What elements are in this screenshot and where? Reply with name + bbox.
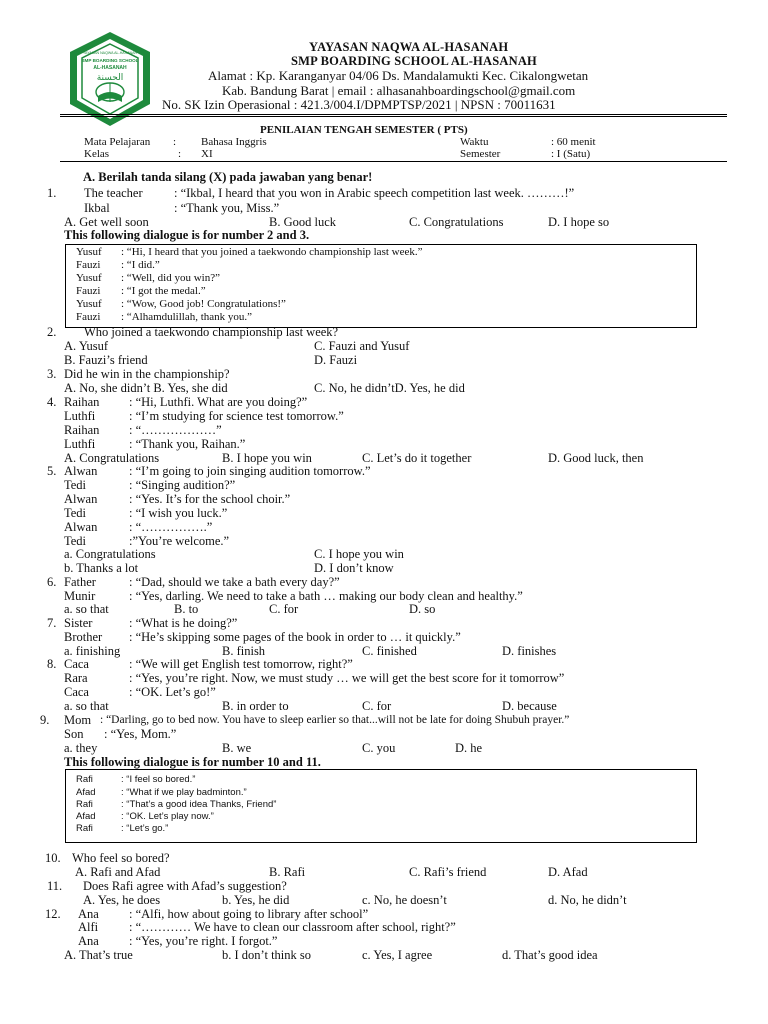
semester-value: : I (Satu): [551, 148, 591, 160]
dialog1-speaker: Yusuf: [76, 272, 102, 284]
dialog1-heading: This following dialogue is for number 2 and 3.: [64, 228, 310, 242]
q9-line-2: : “Yes, Mom.”: [104, 727, 177, 741]
q8-option-d[interactable]: D. because: [502, 699, 557, 713]
q8-line-3: : “OK. Let’s go!”: [129, 685, 216, 699]
q10-option-c[interactable]: C. Rafi’s friend: [409, 865, 487, 879]
q6-speaker-1: Father: [64, 575, 96, 589]
dialog1-speaker: Fauzi: [76, 259, 101, 271]
q4-option-a[interactable]: A. Congratulations: [64, 451, 160, 465]
q9-number: 9.: [40, 713, 50, 727]
q11-question: Does Rafi agree with Afad’s suggestion?: [83, 879, 287, 893]
q8-speaker-3: Caca: [64, 685, 89, 699]
q7-option-c[interactable]: C. finished: [362, 644, 417, 658]
q5-line: : “Singing audition?”: [129, 478, 236, 492]
dialog1-line: : “Alhamdulillah, thank you.”: [121, 311, 253, 323]
q8-option-c[interactable]: C. for: [362, 699, 392, 713]
q8-number: 8.: [47, 657, 57, 671]
q5-speaker: Tedi: [64, 534, 87, 548]
q9-speaker-1: Mom: [64, 713, 92, 727]
license: No. SK Izin Operasional : 421.3/004.I/DPMPTSP/2021 | NPSN : 70011631: [162, 97, 556, 112]
q8-option-a[interactable]: a. so that: [64, 699, 109, 713]
q11-option-c[interactable]: c. No, he doesn’t: [362, 893, 447, 907]
q4-line: : “Hi, Luthfi. What are you doing?”: [129, 395, 308, 409]
q5-option-c[interactable]: C. I hope you win: [314, 547, 404, 561]
dialog1-line: : “Wow, Good job! Congratulations!”: [121, 298, 286, 310]
q2-option-b[interactable]: B. Fauzi’s friend: [64, 353, 148, 367]
dialog1-speaker: Yusuf: [76, 246, 102, 258]
q4-line: : “………………”: [129, 423, 222, 437]
q2-question: Who joined a taekwondo championship last week?: [84, 325, 339, 339]
q11-option-a[interactable]: A. Yes, he does: [83, 893, 161, 907]
q12-line-1: : “Alfi, how about going to library after school”: [129, 907, 369, 921]
org-name: YAYASAN NAQWA AL-HASANAH: [309, 40, 509, 54]
dialog1-speaker: Fauzi: [76, 285, 101, 297]
q7-option-d[interactable]: D. finishes: [502, 644, 557, 658]
dialog2-line: : “OK. Let’s play now.”: [121, 811, 214, 822]
logo-school-text: SMP BOARDING SCHOOL: [81, 58, 139, 63]
dialog1-line: : “I did.”: [121, 259, 160, 271]
dialog2-line: : “Let’s go.”: [121, 823, 169, 834]
q4-speaker: Luthfi: [64, 409, 96, 423]
logo-top-text: YAYASAN NAQWA AL-HASANAH: [82, 51, 138, 55]
q5-line: : “I wish you luck.”: [129, 506, 228, 520]
q11-option-b[interactable]: b. Yes, he did: [222, 893, 290, 907]
q5-speaker: Alwan: [64, 492, 98, 506]
dialog2-speaker: Rafi: [76, 799, 93, 810]
class-value: XI: [201, 148, 213, 160]
dialog1-speaker: Fauzi: [76, 311, 101, 323]
q7-number: 7.: [47, 616, 57, 630]
dialog2-line: : “That’s a good idea Thanks, Friend”: [121, 799, 277, 810]
school-name: SMP BOARDING SCHOOL AL-HASANAH: [291, 54, 537, 68]
q9-option-d[interactable]: D. he: [455, 741, 483, 755]
subject-colon: :: [173, 136, 177, 148]
class-label: Kelas: [84, 148, 110, 160]
exam-title: PENILAIAN TENGAH SEMESTER ( PTS): [260, 124, 468, 136]
q4-speaker: Luthfi: [64, 437, 96, 451]
q6-line-1: : “Dad, should we take a bath every day?”: [129, 575, 340, 589]
q3-options-cd[interactable]: C. No, he didn’tD. Yes, he did: [314, 381, 465, 395]
q4-speaker: Raihan: [64, 423, 100, 437]
dialog2-heading: This following dialogue is for number 10 and 11.: [64, 755, 321, 769]
q12-speaker-3: Ana: [78, 934, 99, 948]
q6-option-d[interactable]: D. so: [409, 602, 436, 616]
q12-speaker-2: Alfi: [78, 920, 99, 934]
q9-speaker-2: Son: [64, 727, 84, 741]
q1-option-a[interactable]: A. Get well soon: [64, 215, 149, 229]
q12-option-a[interactable]: A. That’s true: [64, 948, 133, 962]
q8-line-2: : “Yes, you’re right. Now, we must study … we will get the best score for it tomorrow”: [129, 671, 565, 685]
dialog1-line: : “Hi, I heard that you joined a taekwondo championship last week.”: [121, 246, 423, 258]
q7-line-2: : “He’s skipping some pages of the book in order to … it quickly.”: [129, 630, 461, 644]
q4-speaker: Raihan: [64, 395, 100, 409]
q2-option-a[interactable]: A. Yusuf: [64, 339, 108, 353]
q6-number: 6.: [47, 575, 57, 589]
q1-speaker-2: Ikbal: [84, 201, 110, 215]
q5-line: :”You’re welcome.”: [129, 534, 230, 548]
q6-speaker-2: Munir: [64, 589, 96, 603]
class-colon: :: [178, 148, 182, 160]
q11-number: 11.: [47, 879, 63, 893]
q2-number: 2.: [47, 325, 57, 339]
q11-option-d[interactable]: d. No, he didn’t: [548, 893, 627, 907]
q5-option-a[interactable]: a. Congratulations: [64, 547, 156, 561]
q10-number: 10.: [45, 851, 61, 865]
q12-line-2: : “………… We have to clean our classroom after school, right?”: [129, 920, 456, 934]
q9-line-1: : “Darling, go to bed now. You have to sleep earlier so that...will not be late for doing Shubuh prayer.”: [100, 714, 570, 726]
dialog1-line: : “I got the medal.”: [121, 285, 206, 297]
q4-option-d[interactable]: D. Good luck, then: [548, 451, 644, 465]
q1-option-b[interactable]: B. Good luck: [269, 215, 337, 229]
q1-number: 1.: [47, 186, 57, 200]
dialog2-line: : “I feel so bored.”: [121, 774, 196, 785]
q1-line-1: : “Ikbal, I heard that you won in Arabic speech competition last week. ………!”: [174, 186, 575, 200]
section-instructions: A. Berilah tanda silang (X) pada jawaban yang benar!: [83, 170, 373, 184]
q10-question: Who feel so bored?: [72, 851, 170, 865]
q5-speaker: Alwan: [64, 520, 98, 534]
q10-option-d[interactable]: D. Afad: [548, 865, 588, 879]
header-divider: [60, 114, 727, 117]
q5-speaker: Tedi: [64, 478, 87, 492]
q1-option-c[interactable]: C. Congratulations: [409, 215, 504, 229]
q9-option-c[interactable]: C. you: [362, 741, 396, 755]
q7-line-1: : “What is he doing?”: [129, 616, 238, 630]
dialog2-line: : “What if we play badminton.”: [121, 787, 247, 798]
q8-speaker-1: Caca: [64, 657, 89, 671]
q5-line: : “I’m going to join singing audition tomorrow.”: [129, 464, 371, 478]
q5-line: : “…………….”: [129, 520, 213, 534]
q7-option-a[interactable]: a. finishing: [64, 644, 121, 658]
q4-line: : “Thank you, Raihan.”: [129, 437, 246, 451]
q12-option-d[interactable]: d. That’s good idea: [502, 948, 598, 962]
q6-option-b[interactable]: B. to: [174, 602, 199, 616]
q7-speaker-2: Brother: [64, 630, 103, 644]
q9-option-b[interactable]: B. we: [222, 741, 252, 755]
q4-line: : “I’m studying for science test tomorrow.”: [129, 409, 344, 423]
info-divider: [60, 161, 727, 162]
dialog2-speaker: Afad: [76, 787, 96, 798]
logo-arabic-text: الحسنة: [96, 73, 124, 83]
address: Alamat : Kp. Karanganyar 04/06 Ds. Mandalamukti Kec. Cikalongwetan: [208, 68, 589, 83]
q10-option-a[interactable]: A. Rafi and Afad: [75, 865, 161, 879]
q5-speaker: Alwan: [64, 464, 98, 478]
q3-question: Did he win in the championship?: [64, 367, 230, 381]
q5-number: 5.: [47, 464, 57, 478]
q5-line: : “Yes. It’s for the school choir.”: [129, 492, 291, 506]
dialog2-speaker: Afad: [76, 811, 96, 822]
q9-option-a[interactable]: a. they: [64, 741, 98, 755]
q3-number: 3.: [47, 367, 57, 381]
q6-line-2: : “Yes, darling. We need to take a bath … making our body clean and healthy.”: [129, 589, 523, 603]
q8-option-b[interactable]: B. in order to: [222, 699, 289, 713]
time-value: : 60 menit: [551, 136, 596, 148]
q5-option-d[interactable]: D. I don’t know: [314, 561, 394, 575]
q8-speaker-2: Rara: [64, 671, 88, 685]
q3-options-ab[interactable]: A. No, she didn’t B. Yes, she did: [64, 381, 228, 395]
q10-option-b[interactable]: B. Rafi: [269, 865, 306, 879]
q8-line-1: : “We will get English test tomorrow, right?”: [129, 657, 353, 671]
q2-option-c[interactable]: C. Fauzi and Yusuf: [314, 339, 410, 353]
q4-option-c[interactable]: C. Let’s do it together: [362, 451, 472, 465]
dialog2-speaker: Rafi: [76, 774, 93, 785]
q5-option-b[interactable]: b. Thanks a lot: [64, 561, 139, 575]
q1-option-d[interactable]: D. I hope so: [548, 215, 610, 229]
q6-option-a[interactable]: a. so that: [64, 602, 109, 616]
contact: Kab. Bandung Barat | email : alhasanahboardingschool@gmail.com: [222, 83, 576, 98]
q12-option-b[interactable]: b. I don’t think so: [222, 948, 312, 962]
q12-line-3: : “Yes, you’re right. I forgot.”: [129, 934, 278, 948]
dialog1-speaker: Yusuf: [76, 298, 102, 310]
q4-number: 4.: [47, 395, 57, 409]
q1-speaker-1: The teacher: [84, 186, 143, 200]
q5-speaker: Tedi: [64, 506, 87, 520]
q12-option-c[interactable]: c. Yes, I agree: [362, 948, 433, 962]
q6-option-c[interactable]: C. for: [269, 602, 299, 616]
q4-option-b[interactable]: B. I hope you win: [222, 451, 312, 465]
dialog2-speaker: Rafi: [76, 823, 93, 834]
subject-label: Mata Pelajaran: [84, 136, 151, 148]
logo-name-text: AL-HASANAH: [93, 65, 127, 71]
q1-line-2: : “Thank you, Miss.”: [174, 201, 280, 215]
subject-value: Bahasa Inggris: [201, 136, 267, 148]
q12-speaker-1: Ana: [78, 907, 99, 921]
q7-option-b[interactable]: B. finish: [222, 644, 266, 658]
semester-label: Semester: [460, 148, 501, 160]
q12-number: 12.: [45, 907, 61, 921]
q2-option-d[interactable]: D. Fauzi: [314, 353, 358, 367]
time-label: Waktu: [460, 136, 489, 148]
q7-speaker-1: Sister: [64, 616, 93, 630]
dialog1-line: : “Well, did you win?”: [121, 272, 221, 284]
